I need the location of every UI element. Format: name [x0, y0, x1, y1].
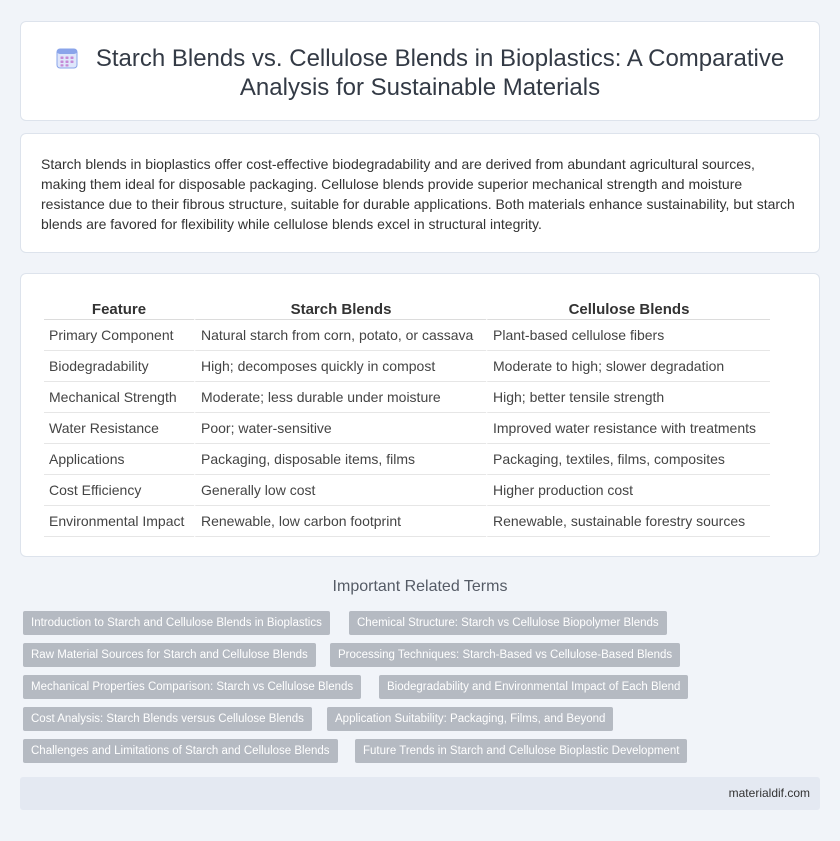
comparison-table-card — [20, 273, 820, 557]
table-row — [44, 382, 770, 413]
table-row — [44, 320, 770, 351]
table-row — [44, 444, 770, 475]
summary-card — [20, 133, 820, 253]
table-cell: Moderate to high; slower degradation — [486, 351, 770, 382]
related-term-tag[interactable]: Cost Analysis: Starch Blends versus Cellulose Blends — [23, 707, 312, 731]
column-header-starch: Starch Blends — [194, 295, 486, 320]
table-cell: Water Resistance — [44, 413, 194, 444]
footer-bar — [20, 777, 820, 810]
table-cell: Environmental Impact — [44, 506, 194, 537]
table-cell: High; better tensile strength — [486, 382, 770, 413]
related-term-tag[interactable]: Chemical Structure: Starch vs Cellulose Biopolymer Blends — [349, 611, 667, 635]
related-term-tag[interactable]: Future Trends in Starch and Cellulose Bioplastic Development — [355, 739, 687, 763]
table-row — [44, 413, 770, 444]
table-cell: Natural starch from corn, potato, or cassava — [194, 320, 486, 351]
title-card — [20, 21, 820, 121]
table-cell: High; decomposes quickly in compost — [194, 351, 486, 382]
column-header-feature: Feature — [44, 295, 194, 320]
table-cell: Generally low cost — [194, 475, 486, 506]
related-term-tag[interactable]: Introduction to Starch and Cellulose Blends in Bioplastics — [23, 611, 330, 635]
table-header-row — [44, 295, 770, 320]
table-cell: Applications — [44, 444, 194, 475]
table-cell: Packaging, disposable items, films — [194, 444, 486, 475]
comparison-table — [44, 295, 770, 537]
related-term-tag[interactable]: Challenges and Limitations of Starch and Cellulose Blends — [23, 739, 338, 763]
related-term-tag[interactable]: Processing Techniques: Starch-Based vs Cellulose-Based Blends — [330, 643, 680, 667]
table-cell: Renewable, low carbon footprint — [194, 506, 486, 537]
table-cell: Primary Component — [44, 320, 194, 351]
related-terms-heading: Important Related Terms — [332, 578, 508, 595]
related-term-tag[interactable]: Application Suitability: Packaging, Films, and Beyond — [327, 707, 613, 731]
table-cell: Higher production cost — [486, 475, 770, 506]
summary-text: Starch blends in bioplastics offer cost-effective biodegradability and are derived from abundant agricultural sources, making them ideal for disposable packaging. Cellulose blends provide superior mechanical strength and moisture resistance due to their fibrous structure, suitable for durable applications. Both materials enhance sustainability, but starch blends are favored for flexibility while cellulose blends excel in structural integrity. — [41, 156, 795, 232]
table-cell: Moderate; less durable under moisture — [194, 382, 486, 413]
table-row — [44, 506, 770, 537]
table-cell: Packaging, textiles, films, composites — [486, 444, 770, 475]
column-header-cellulose: Cellulose Blends — [486, 295, 770, 320]
footer-site-link[interactable]: materialdif.com — [728, 786, 810, 800]
related-term-tag[interactable]: Raw Material Sources for Starch and Cellulose Blends — [23, 643, 316, 667]
calendar-grid-icon — [56, 47, 78, 69]
table-cell: Cost Efficiency — [44, 475, 194, 506]
page-title-text: Starch Blends vs. Cellulose Blends in Bioplastics: A Comparative Analysis for Sustainable Materials — [95, 45, 785, 101]
related-term-tag[interactable]: Mechanical Properties Comparison: Starch vs Cellulose Blends — [23, 675, 361, 699]
table-cell: Poor; water-sensitive — [194, 413, 486, 444]
table-row — [44, 351, 770, 382]
table-cell: Biodegradability — [44, 351, 194, 382]
table-cell: Mechanical Strength — [44, 382, 194, 413]
related-term-tag[interactable]: Biodegradability and Environmental Impact of Each Blend — [379, 675, 688, 699]
table-cell: Renewable, sustainable forestry sources — [486, 506, 770, 537]
table-cell: Plant-based cellulose fibers — [486, 320, 770, 351]
table-cell: Improved water resistance with treatments — [486, 413, 770, 444]
table-row — [44, 475, 770, 506]
page-title — [21, 44, 819, 102]
